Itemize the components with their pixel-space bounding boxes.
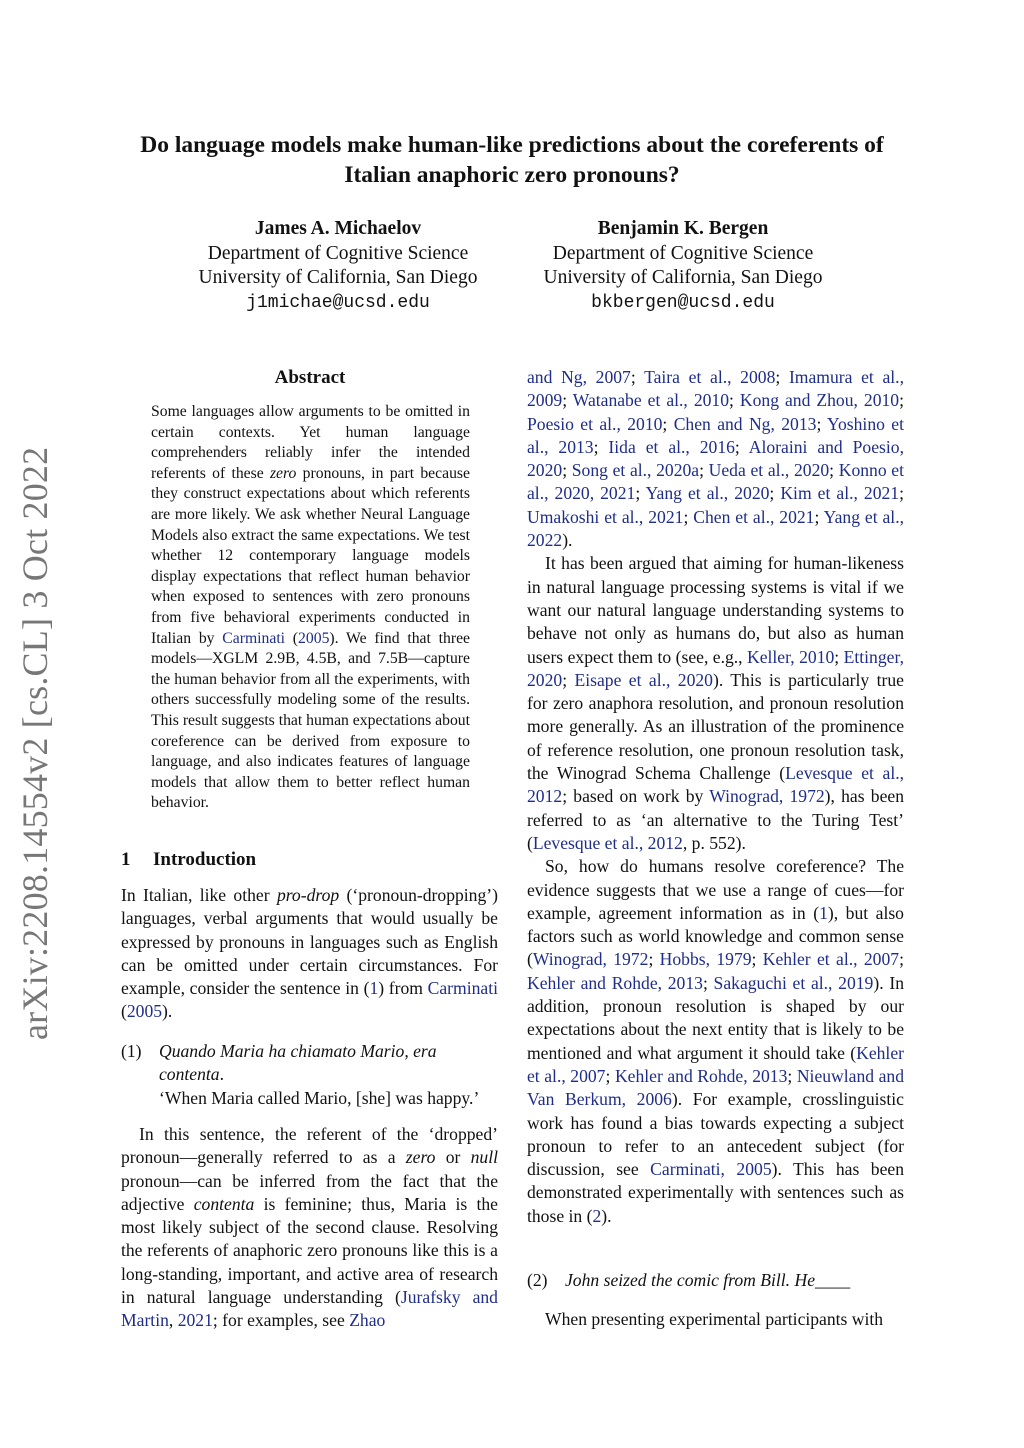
emphasis: zero xyxy=(405,1147,436,1168)
author-1 xyxy=(158,217,518,315)
body-text: ; xyxy=(562,669,575,690)
citation-link[interactable]: Eisape et al., 2020 xyxy=(574,669,713,690)
right-column xyxy=(527,366,904,1228)
citation-separator: ; xyxy=(593,436,609,457)
abstract-text: ( xyxy=(285,629,299,647)
emphasis: pro-drop xyxy=(276,885,340,905)
example-ref-link[interactable]: 2 xyxy=(592,1205,602,1226)
citation-link[interactable]: Song et al., 2020a xyxy=(571,460,700,481)
body-text: is feminine; thus, Maria is the most likely subject of the second clause. Resolving the referents of anaphoric zero pronouns like this is a long-standing, important, and active area of research in natural language understanding ( xyxy=(121,1193,498,1308)
citation-link[interactable]: Kim et al., 2021 xyxy=(780,483,900,504)
body-text: In Italian, like other xyxy=(121,885,277,905)
body-text: ; for examples, see xyxy=(212,1310,350,1331)
author-email[interactable]: j1michae@ucsd.edu xyxy=(246,292,430,313)
body-text: ; xyxy=(648,949,660,970)
citation-link[interactable]: Ueda et al., 2020 xyxy=(708,460,830,481)
citation-separator: ; xyxy=(562,390,573,411)
citation-separator: ; xyxy=(899,483,904,504)
citation-link[interactable]: Carminati, 2005 xyxy=(650,1159,772,1180)
section-number: 1 xyxy=(121,849,131,870)
body-text: ) from xyxy=(378,978,428,999)
body-text: When presenting experimental participants with xyxy=(545,1309,884,1329)
intro-paragraph-1 xyxy=(121,884,498,1024)
example-ref-link[interactable]: 1 xyxy=(819,902,828,923)
paragraph-coreference xyxy=(527,855,904,1228)
body-text: In this sentence, the referent of the ‘dropped’ pronoun—generally referred to as a xyxy=(121,1124,498,1168)
example-gloss: ‘When Maria called Mario, [she] was happy.’ xyxy=(159,1087,480,1108)
abstract-text: pronouns, in part because they construct expectations about which referents are more likely. We ask whether Neural Language Models also extract the same expectations. We test whether 12 contemporary language models display expectations that reflect human behavior when exposed to sentences with zero pronouns from five behavioral experiments conducted in Italian by xyxy=(151,464,470,647)
citation-link[interactable]: Konno et al., 2020, 2021 xyxy=(527,460,904,504)
citation-link[interactable]: and Ng, 2007 xyxy=(527,367,631,387)
abstract-text: Some languages allow arguments to be omitted in certain contexts. Yet human language comprehenders reliably infer the intended referents of these xyxy=(151,403,470,482)
example-italian-line-2: contenta xyxy=(159,1064,220,1085)
title-line-2: Italian anaphoric zero pronouns? xyxy=(344,162,680,188)
example-italian-line-1: Quando Maria ha chiamato Mario, era xyxy=(159,1041,437,1061)
citation-link[interactable]: Levesque et al., 2012 xyxy=(532,832,683,853)
citation-separator: ; xyxy=(562,460,572,481)
author-2 xyxy=(503,217,863,315)
citation-separator: ; xyxy=(729,390,740,411)
body-text: It has been argued that aiming for human-likeness in natural language processing systems is vital if we want our natural language understanding systems to behave not only as humans do, but also as human users expect them to (see, e.g., xyxy=(527,553,904,667)
citation-separator: ; xyxy=(775,367,789,387)
citation-separator: ; xyxy=(630,367,645,387)
citation-link[interactable]: 2005 xyxy=(126,1001,163,1022)
body-text: So, how do humans resolve coreference? The evidence suggests that we use a range of cues—for example, agreement information as in ( xyxy=(527,856,904,923)
citation-link[interactable]: Yoshino et al., 2013 xyxy=(527,413,904,457)
example-2 xyxy=(527,1269,905,1293)
abstract-body xyxy=(151,402,470,814)
citation-separator: ; xyxy=(662,413,674,434)
example-number: (1) xyxy=(121,1041,142,1061)
body-text: ; xyxy=(899,949,904,970)
citation-link[interactable]: Winograd, 1972 xyxy=(709,786,825,807)
body-text: ; xyxy=(751,949,763,970)
body-text: ), but also factors such as world knowledge and common sense ( xyxy=(527,902,904,970)
body-text: ). xyxy=(601,1205,612,1226)
example-period: . xyxy=(219,1064,224,1085)
citation-separator: ; xyxy=(899,390,904,411)
example-number: (2) xyxy=(527,1270,548,1290)
abstract-heading: Abstract xyxy=(274,367,346,388)
citation-separator: ; xyxy=(769,483,781,504)
citation-link[interactable]: Keller, 2010 xyxy=(747,646,835,667)
example-ref-link[interactable]: 1 xyxy=(369,978,379,999)
citation-link[interactable]: Chen and Ng, 2013 xyxy=(673,413,817,434)
body-text: (‘pronoun-dropping’) languages, verbal arguments that would usually be expressed by pronouns in languages such as English can be omitted under certain circumstances. For example, consider the sentence in ( xyxy=(121,885,498,999)
citation-link[interactable]: Yang et al., 2020 xyxy=(645,483,770,504)
body-text: ; xyxy=(787,1065,797,1086)
author-univ: University of California, San Diego xyxy=(198,267,478,288)
body-text: ). xyxy=(562,530,573,551)
body-text: ; xyxy=(605,1065,615,1086)
section-heading-introduction xyxy=(121,849,256,871)
citation-link[interactable]: Imamura et al., 2009 xyxy=(527,367,904,411)
citation-link[interactable]: 2021 xyxy=(177,1310,213,1331)
citation-separator: ; xyxy=(635,483,646,504)
author-name: James A. Michaelov xyxy=(254,218,422,239)
citation-link[interactable]: Carminati xyxy=(222,629,286,647)
citation-link[interactable]: Hobbs, 1979 xyxy=(659,949,752,970)
citation-separator: ; xyxy=(814,506,824,527)
citation-separator: ; xyxy=(683,506,694,527)
citation-link[interactable]: Kehler et al., 2007 xyxy=(527,1042,904,1086)
citation-link[interactable]: Levesque et al., 2012 xyxy=(527,763,905,807)
citation-list-items xyxy=(527,367,904,550)
citation-link[interactable]: Chen et al., 2021 xyxy=(693,506,815,527)
body-text: or xyxy=(435,1147,471,1168)
body-text: ; based on work by xyxy=(562,786,710,807)
citation-separator: ; xyxy=(816,413,828,434)
citation-link[interactable]: Winograd, 1972 xyxy=(532,949,649,970)
citation-link[interactable]: Kong and Zhou, 2010 xyxy=(739,390,900,411)
citation-link[interactable]: Sakaguchi et al., 2019 xyxy=(713,972,874,993)
citation-separator: ; xyxy=(699,460,709,481)
body-text: pronoun—can be inferred from the fact that the adjective xyxy=(121,1170,498,1214)
body-text: ). This is particularly true for zero anaphora resolution, and pronoun resolution more generally. As an illustration of the prominence of reference resolution, one pronoun resolution task, the Winograd Schema Challenge ( xyxy=(527,669,904,784)
abstract-text: ). We find that three models—XGLM 2.9B, 4.5B, and 7.5B—capture the human behavior from all the experiments, with others successfully modeling some of the results. This result suggests that human expectations about coreference can be derived from exposure to language, and also indicates features of language models that allow them to better reflect human behavior. xyxy=(151,629,470,812)
arxiv-stamp: arXiv:2208.14554v2 [cs.CL] 3 Oct 2022 xyxy=(15,446,55,1040)
citation-link[interactable]: Watanabe et al., 2010 xyxy=(572,390,730,411)
body-text: , xyxy=(168,1310,178,1331)
citation-link[interactable]: Umakoshi et al., 2021 xyxy=(527,506,684,527)
example-1 xyxy=(121,1040,499,1112)
citation-link[interactable]: Poesio et al., 2010 xyxy=(527,413,663,434)
body-text: ; xyxy=(834,646,844,667)
citation-link[interactable]: Kehler et al., 2007 xyxy=(762,949,900,970)
author-dept: Department of Cognitive Science xyxy=(207,242,469,264)
author-dept: Department of Cognitive Science xyxy=(552,242,814,264)
body-text: ), has been referred to as ‘an alternative to the Turing Test’ ( xyxy=(527,786,905,853)
emphasis: contenta xyxy=(193,1193,255,1214)
citation-link[interactable]: Jurafsky and Martin xyxy=(121,1287,498,1331)
author-name: Benjamin K. Bergen xyxy=(597,218,769,239)
citation-link[interactable]: Kehler and Rohde, 2013 xyxy=(527,972,703,993)
body-text: ). This has been demonstrated experimentally with sentences such as those in ( xyxy=(527,1159,904,1226)
emphasis: null xyxy=(470,1147,498,1168)
body-text: , p. 552). xyxy=(682,832,746,853)
citation-link[interactable]: Kehler and Rohde, 2013 xyxy=(614,1065,788,1086)
abstract-emphasis: zero xyxy=(269,464,297,482)
citation-link[interactable]: Aloraini and Poesio, 2020 xyxy=(527,436,904,481)
example-body xyxy=(159,1040,499,1110)
author-univ: University of California, San Diego xyxy=(543,267,823,288)
title-line-1: Do language models make human-like predictions about the coreferents of xyxy=(140,132,884,158)
citation-link[interactable]: Carminati xyxy=(427,978,498,999)
citation-link[interactable]: Ettinger, 2020 xyxy=(527,646,904,690)
citation-link[interactable]: 2005 xyxy=(298,629,330,647)
citation-link[interactable]: Zhao xyxy=(349,1310,386,1331)
intro-paragraph-2 xyxy=(121,1123,498,1333)
body-text: ). For example, crosslinguistic work has found a bias towards expecting a subject pronoun to refer to an antecedent subject (for discussion, see xyxy=(527,1089,904,1180)
body-text: ; xyxy=(702,972,714,993)
example-text: John seized the comic from Bill. He____ xyxy=(565,1270,851,1290)
body-text: ). xyxy=(162,1001,173,1022)
example-body xyxy=(565,1269,905,1292)
citation-separator: ; xyxy=(734,436,749,457)
paragraph-human-likeness xyxy=(527,552,904,855)
author-email[interactable]: bkbergen@ucsd.edu xyxy=(591,292,775,313)
citation-link[interactable]: Yang et al., 2022 xyxy=(527,506,904,551)
citation-separator: ; xyxy=(829,460,839,481)
paper-title xyxy=(110,130,914,190)
section-title: Introduction xyxy=(153,849,257,870)
citation-link[interactable]: Taira et al., 2008 xyxy=(644,367,776,387)
right-paragraph-final xyxy=(527,1308,904,1331)
citation-link[interactable]: Nieuwland and Van Berkum, 2006 xyxy=(527,1065,904,1110)
body-text: ). In addition, pronoun resolution is shaped by our expectations about the next entity that is likely to be mentioned and what argument it should take ( xyxy=(527,972,904,1063)
body-text: ( xyxy=(121,1001,127,1022)
citation-list xyxy=(527,366,904,552)
citation-link[interactable]: Iida et al., 2016 xyxy=(608,436,735,457)
